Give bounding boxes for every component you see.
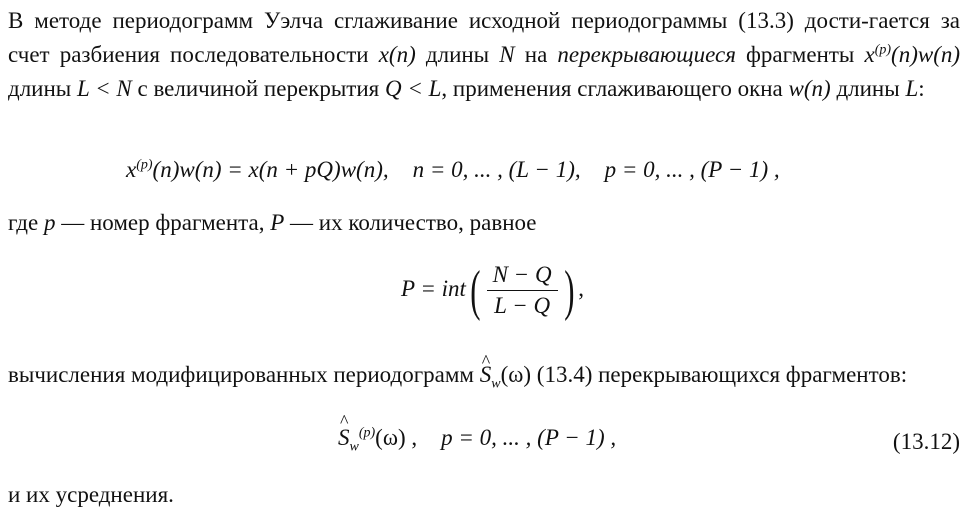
equation-P-int bbox=[401, 259, 584, 322]
math-omega: (ω) bbox=[500, 362, 532, 387]
math-omega: (ω) , bbox=[375, 425, 418, 450]
math-fragment bbox=[864, 42, 960, 67]
text-run: на bbox=[514, 42, 558, 67]
paragraph-fragment-count bbox=[8, 206, 960, 240]
left-paren: ( bbox=[470, 259, 481, 322]
text-run: , применения сглаживающего окна bbox=[441, 76, 789, 101]
math-S-hat: ^ S bbox=[480, 358, 492, 392]
text-run: длины bbox=[830, 76, 906, 101]
math-P: P bbox=[270, 210, 285, 235]
equation-fragment-definition bbox=[126, 157, 780, 183]
text-run: длины bbox=[415, 42, 500, 67]
math-w-n: w(n) bbox=[788, 76, 831, 101]
paragraph-welch-intro bbox=[8, 4, 960, 106]
text-run: В методе периодограмм Уэлча сглаживание исходной периодограммы (13.3) дости-гается за счет разбиения последовательности bbox=[8, 8, 960, 67]
math-sub-w: w bbox=[349, 439, 359, 455]
paragraph-modified-periodograms bbox=[8, 358, 960, 392]
right-paren: ) bbox=[563, 259, 575, 322]
text-run: — номер фрагмента, bbox=[55, 210, 271, 235]
emphasis-overlapping: перекрывающиеся bbox=[557, 42, 736, 67]
text-run: : bbox=[918, 76, 925, 101]
math-nwn: (n)w(n) bbox=[891, 42, 961, 67]
math-sup-p: (p) bbox=[358, 425, 376, 441]
math-L: L bbox=[905, 76, 919, 101]
math-P-int-lhs: P = int bbox=[401, 275, 466, 301]
equation-number: (13.12) bbox=[892, 429, 960, 454]
math-x: x bbox=[126, 157, 137, 182]
math-p: p bbox=[43, 210, 56, 235]
fraction-numerator: N − Q bbox=[487, 262, 558, 291]
math-n-range: n = 0, ... , (L − 1), bbox=[412, 157, 581, 182]
math-p-range: p = 0, ... , (P − 1) , bbox=[604, 157, 780, 182]
text-run: (13.4) перекрывающихся фрагментов: bbox=[531, 362, 908, 387]
math-L-lt-N: L < N bbox=[77, 76, 132, 101]
equation-13-12 bbox=[338, 425, 617, 455]
math-N: N bbox=[499, 42, 515, 67]
math-expression: (n)w(n) = x(n + pQ)w(n), bbox=[152, 157, 389, 182]
text-run: — их количество, равное bbox=[284, 210, 537, 235]
math-x: x bbox=[864, 42, 875, 67]
fraction bbox=[487, 262, 558, 319]
paragraph-averaging: и их усреднения. bbox=[8, 482, 174, 507]
text-run: вычисления модифицированных периодограмм bbox=[8, 362, 480, 387]
text-run: где bbox=[8, 210, 44, 235]
text-run: с величиной перекрытия bbox=[131, 76, 385, 101]
fraction-denominator: L − Q bbox=[494, 293, 551, 318]
math-x-n: x(n) bbox=[378, 42, 416, 67]
math-sub-w: w bbox=[491, 376, 501, 392]
math-sup-p: (p) bbox=[874, 42, 892, 58]
text-run: фрагменты bbox=[735, 42, 865, 67]
math-Q-lt-L: Q < L bbox=[384, 76, 442, 101]
math-p-range: p = 0, ... , (P − 1) , bbox=[441, 425, 617, 450]
math-S-hat: ^ S bbox=[338, 425, 350, 451]
text-run: длины bbox=[8, 76, 77, 101]
math-sup-p: (p) bbox=[136, 157, 153, 173]
math-comma: , bbox=[578, 275, 584, 301]
